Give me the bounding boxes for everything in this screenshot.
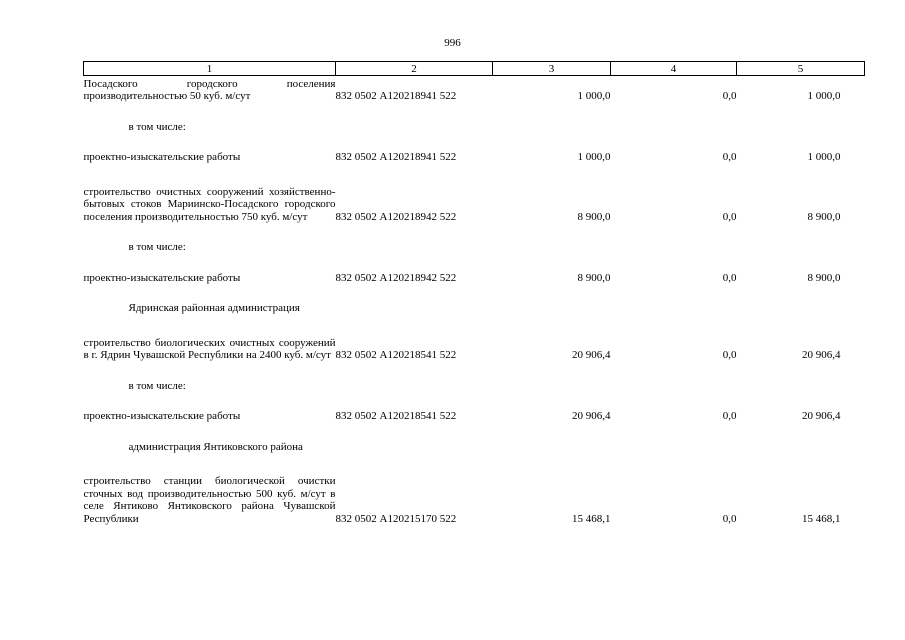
item-name: в том числе:	[128, 241, 186, 253]
amount-col5	[737, 441, 865, 454]
table-row	[84, 76, 865, 103]
spacer-row	[84, 133, 865, 151]
amount-col3	[493, 441, 611, 454]
spacer-row	[84, 164, 865, 186]
amount-col4: 0,0	[722, 410, 737, 422]
amount-col3	[493, 241, 611, 254]
amount-col5: 8 900,0	[807, 210, 841, 223]
amount-col4: 0,0	[722, 512, 737, 525]
table-row	[84, 241, 865, 254]
amount-col3	[493, 380, 611, 393]
table-row	[84, 475, 865, 525]
spacer-row	[84, 103, 865, 121]
spacer-row	[84, 453, 865, 475]
budget-code: 832 0502 А120218942 522	[335, 210, 457, 223]
amount-col5: 8 900,0	[807, 271, 841, 284]
amount-col3: 20 906,4	[572, 410, 611, 422]
table-row	[84, 151, 865, 164]
budget-code	[336, 302, 493, 315]
budget-code: 832 0502 А120218941 522	[335, 151, 457, 163]
item-name: проектно-изыскательские работы	[83, 151, 241, 163]
item-name: проектно-изыскательские работы	[83, 410, 241, 422]
amount-col3: 1 000,0	[577, 151, 611, 163]
item-name: Посадского городского поселения производительностью 50 куб. м/сут	[83, 77, 336, 102]
budget-table	[83, 61, 865, 525]
spacer-row	[84, 223, 865, 241]
table-row	[84, 337, 865, 362]
budget-code: 832 0502 А120218941 522	[335, 90, 457, 102]
amount-col5: 20 906,4	[802, 349, 841, 361]
amount-col5: 1 000,0	[807, 151, 841, 163]
spacer-row	[84, 392, 865, 410]
table-row	[84, 302, 865, 315]
item-name: в том числе:	[128, 120, 186, 133]
item-name: в том числе:	[128, 379, 186, 392]
amount-col3	[493, 121, 611, 134]
column-header-1: 1	[84, 62, 336, 76]
budget-code	[336, 441, 493, 454]
item-name: строительство станции биологической очистки сточных вод производительностью 500 куб. м/сут в селе Янтиково Янтиковского района Чувашской Республики	[83, 475, 336, 525]
budget-code: 832 0502 А120218541 522	[335, 349, 457, 361]
budget-code: 832 0502 А120215170 522	[335, 512, 457, 525]
amount-col5: 20 906,4	[802, 410, 841, 422]
amount-col3	[493, 302, 611, 315]
budget-code	[336, 380, 493, 393]
spacer-row	[84, 284, 865, 302]
table-row	[84, 380, 865, 393]
amount-col3: 20 906,4	[572, 349, 611, 361]
budget-code	[336, 121, 493, 134]
amount-col5	[737, 380, 865, 393]
budget-code: 832 0502 А120218541 522	[335, 410, 457, 422]
amount-col5	[737, 302, 865, 315]
spacer-row	[84, 315, 865, 337]
amount-col4	[611, 441, 737, 454]
column-header-2: 2	[336, 62, 493, 76]
column-header-3: 3	[493, 62, 611, 76]
amount-col4: 0,0	[722, 151, 737, 163]
column-header-5: 5	[737, 62, 865, 76]
budget-code	[336, 241, 493, 254]
amount-col4	[611, 380, 737, 393]
item-name: строительство очистных сооружений хозяйственно-бытовых стоков Мариинско-Посадского городского поселения производительностью 750 куб. м/сут	[83, 185, 336, 223]
amount-col4	[611, 241, 737, 254]
amount-col3: 8 900,0	[577, 271, 611, 284]
column-header-4: 4	[611, 62, 737, 76]
amount-col5: 1 000,0	[807, 90, 841, 102]
item-name: строительство биологических очистных сооружений в г. Ядрин Чувашской Республики на 2400 куб. м/сут	[83, 336, 336, 361]
item-name: администрация Янтиковского района	[128, 440, 303, 453]
amount-col4: 0,0	[722, 90, 737, 102]
header-row	[84, 62, 865, 76]
amount-col4: 0,0	[722, 349, 737, 361]
spacer-row	[84, 423, 865, 441]
table-row	[84, 272, 865, 285]
amount-col4: 0,0	[722, 271, 737, 284]
spacer-row	[84, 362, 865, 380]
amount-col4: 0,0	[722, 210, 737, 223]
amount-col5	[737, 241, 865, 254]
amount-col5: 15 468,1	[802, 512, 841, 525]
item-name: проектно-изыскательские работы	[83, 271, 241, 284]
spacer-row	[84, 254, 865, 272]
table-row	[84, 410, 865, 423]
item-name: Ядринская районная администрация	[128, 302, 300, 314]
amount-col3: 8 900,0	[577, 210, 611, 223]
table-row	[84, 186, 865, 224]
amount-col3: 1 000,0	[577, 90, 611, 102]
amount-col5	[737, 121, 865, 134]
budget-code: 832 0502 А120218942 522	[335, 271, 457, 284]
amount-col4	[611, 121, 737, 134]
amount-col4	[611, 302, 737, 315]
page-number: 996	[444, 37, 461, 49]
table-row	[84, 121, 865, 134]
amount-col3: 15 468,1	[572, 512, 611, 525]
table-row	[84, 441, 865, 454]
